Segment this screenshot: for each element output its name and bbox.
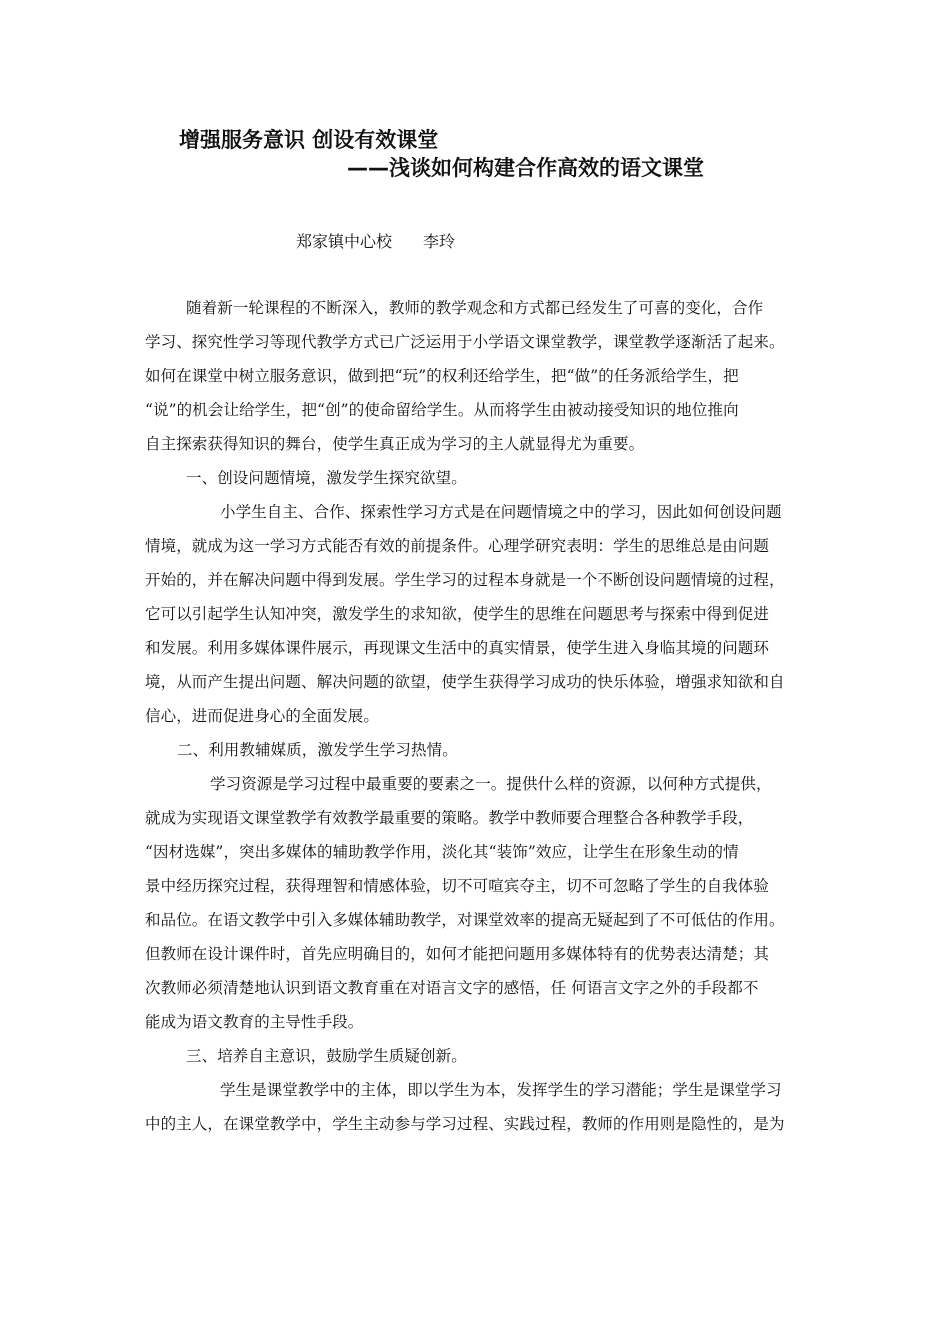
paragraph-line: 随着新一轮课程的不断深入，教师的教学观念和方式都已经发生了可喜的变化，合作 [186, 299, 764, 317]
paragraph-line: 信心，进而促进身心的全面发展。 [145, 707, 380, 725]
paragraph-line: 但教师在设计课件时，首先应明确目的，如何才能把问题用多媒体特有的优势表达清楚；其 [145, 945, 770, 963]
paragraph-line: 境，从而产生提出问题、解决问题的欲望，使学生获得学习成功的快乐体验，增强求知欲和自 [145, 673, 785, 691]
title-main: 增强服务意识 创设有效课堂 [179, 128, 439, 152]
paragraph-line: 学习资源是学习过程中最重要的要素之一。提供什么样的资源，以何种方式提供， [210, 775, 772, 793]
paragraph-line: 情境，就成为这一学习方式能否有效的前提条件。心理学研究表明：学生的思维总是由问题 [145, 537, 770, 555]
paragraph-line: 学习、探究性学习等现代教学方式已广泛运用于小学语文课堂教学，课堂教学逐渐活了起来。 [145, 333, 785, 351]
paragraph-line: 能成为语文教育的主导性手段。 [145, 1013, 364, 1031]
paragraph-line: 次教师必须清楚地认识到语文教育重在对语言文字的感悟，任 何语言文字之外的手段都不 [145, 979, 759, 997]
paragraph-line: 开始的，并在解决问题中得到发展。学生学习的过程本身就是一个不断创设问题情境的过程， [145, 571, 785, 589]
paragraph-line: 和发展。利用多媒体课件展示，再现课文生活中的真实情景，使学生进入身临其境的问题环 [145, 639, 770, 657]
paragraph-line: 它可以引起学生认知冲突，激发学生的求知欲，使学生的思维在问题思考与探索中得到促进 [145, 605, 770, 623]
paragraph-line: 中的主人，在课堂教学中，学生主动参与学习过程、实践过程，教师的作用则是隐性的，是为 [145, 1115, 785, 1133]
paragraph-line: 学生是课堂教学中的主体，即以学生为本，发挥学生的学习潜能；学生是课堂学习 [220, 1081, 782, 1099]
title-subtitle: ——浅谈如何构建合作高效的语文课堂 [347, 156, 704, 180]
section-heading: 一、创设问题情境，激发学生探究欲望。 [186, 469, 467, 487]
paragraph-line: 小学生自主、合作、探索性学习方式是在问题情境之中的学习，因此如何创设问题 [220, 503, 782, 521]
author-school: 郑家镇中心校 [296, 232, 393, 251]
paragraph-line: “说”的机会让给学生，把“创”的使命留给学生。从而将学生由被动接受知识的地位推向 [145, 401, 739, 419]
paragraph-line: 和品位。在语文教学中引入多媒体辅助教学，对课堂效率的提高无疑起到了不可低估的作用。 [145, 911, 785, 929]
paragraph-line: 就成为实现语文课堂教学有效教学最重要的策略。教学中教师要合理整合各种教学手段， [145, 809, 754, 827]
section-heading: 二、利用教辅媒质，激发学生学习热情。 [177, 741, 458, 759]
author-name: 李玲 [423, 232, 456, 251]
paragraph-line: 景中经历探究过程，获得理智和情感体验，切不可喧宾夺主，切不可忽略了学生的自我体验 [145, 877, 770, 895]
paragraph-line: 如何在课堂中树立服务意识，做到把“玩”的权利还给学生，把“做”的任务派给学生，把 [145, 367, 739, 385]
paragraph-line: “因材选媒”，突出多媒体的辅助教学作用，淡化其“装饰”效应，让学生在形象生动的情 [145, 843, 739, 861]
section-heading: 三、培养自主意识，鼓励学生质疑创新。 [186, 1047, 467, 1065]
paragraph-line: 自主探索获得知识的舞台，使学生真正成为学习的主人就显得尤为重要。 [145, 435, 645, 453]
